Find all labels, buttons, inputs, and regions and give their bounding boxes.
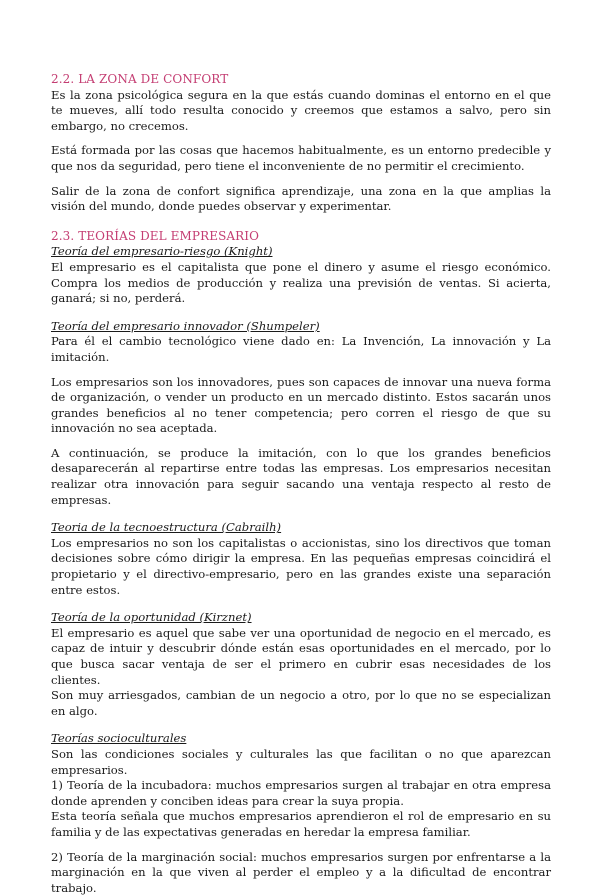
paragraph: Son las condiciones sociales y culturales las que facilitan o no que aparezcan empresarios. bbox=[51, 746, 551, 777]
section-heading-teorias: 2.3. TEORÍAS DEL EMPRESARIO bbox=[51, 228, 260, 243]
paragraph: 2) Teoría de la marginación social: muchos empresarios surgen por enfrentarse a la marginación en la que viven al perder el empleo y a la dificultad de encontrar trabajo. bbox=[51, 849, 551, 895]
paragraph: Salir de la zona de confort significa aprendizaje, una zona en la que amplias la visión del mundo, donde puedes observar y experimentar. bbox=[51, 183, 551, 214]
paragraph: Los empresarios no son los capitalistas o accionistas, sino los directivos que toman decisiones sobre cómo dirigir la empresa. En las pequeñas empresas coincidirá el propietario y el directivo-empresario, pero en las grandes existe una separación entre estos. bbox=[51, 535, 551, 597]
paragraph: Esta teoría señala que muchos empresarios aprendieron el rol de empresario en su familia y de las expectativas generadas en heredar la empresa familiar. bbox=[51, 809, 551, 839]
subheading-riesgo: Teoría del empresario-riesgo (Knight) bbox=[51, 244, 273, 259]
paragraph: Los empresarios son los innovadores, pues son capaces de innovar una nueva forma de organización, o vender un producto en un mercado distinto. Estos sacarán unos grandes beneficios al no tener competencia; pero corren el riesgo de que su innovación no sea aceptada. bbox=[51, 374, 551, 436]
subheading-socioculturales: Teorías socioculturales bbox=[51, 731, 187, 746]
subheading-oportunidad: Teoría de la oportunidad (Kirznet) bbox=[51, 610, 252, 625]
paragraph: Para él el cambio tecnológico viene dado en: La Invención, La innovación y La imitación. bbox=[51, 334, 551, 364]
section-heading-zona-confort: 2.2. LA ZONA DE CONFORT bbox=[51, 72, 229, 86]
paragraph: El empresario es el capitalista que pone el dinero y asume el riesgo económico. Compra los medios de producción y realiza una previsión de ventas. Si acierta, ganará; si no, perderá. bbox=[51, 259, 551, 306]
paragraph: Está formada por las cosas que hacemos habitualmente, es un entorno predecible y que nos da seguridad, pero tiene el inconveniente de no permitir el crecimiento. bbox=[51, 143, 551, 173]
paragraph: 1) Teoría de la incubadora: muchos empresarios surgen al trabajar en otra empresa donde aprenden y conciben ideas para crear la suya propia. bbox=[51, 778, 551, 808]
paragraph: A continuación, se produce la imitación, con lo que los grandes beneficios desaparecerán al repartirse entre todas las empresas. Los empresarios necesitan realizar otra innovación para seguir sacando una ventaja respecto al resto de empresas. bbox=[51, 445, 551, 507]
paragraph: El empresario es aquel que sabe ver una oportunidad de negocio en el mercado, es capaz de intuir y descubrir dónde están esas oportunidades en el mercado, por lo que busca sacar ventaja de ser el primero en cubrir esas necesidades de los clientes. bbox=[51, 625, 551, 687]
subheading-tecnoestructura: Teoria de la tecnoestructura (Cabrailh) bbox=[51, 520, 282, 535]
paragraph: Son muy arriesgados, cambian de un negocio a otro, por lo que no se especializan en algo. bbox=[51, 688, 551, 718]
document-page bbox=[51, 72, 551, 896]
paragraph: Es la zona psicológica segura en la que estás cuando dominas el entorno en el que te mueves, allí todo resulta conocido y creemos que estamos a salvo, pero sin embargo, no crecemos. bbox=[51, 87, 551, 133]
subheading-innovador: Teoría del empresario innovador (Shumpeler) bbox=[51, 318, 320, 333]
